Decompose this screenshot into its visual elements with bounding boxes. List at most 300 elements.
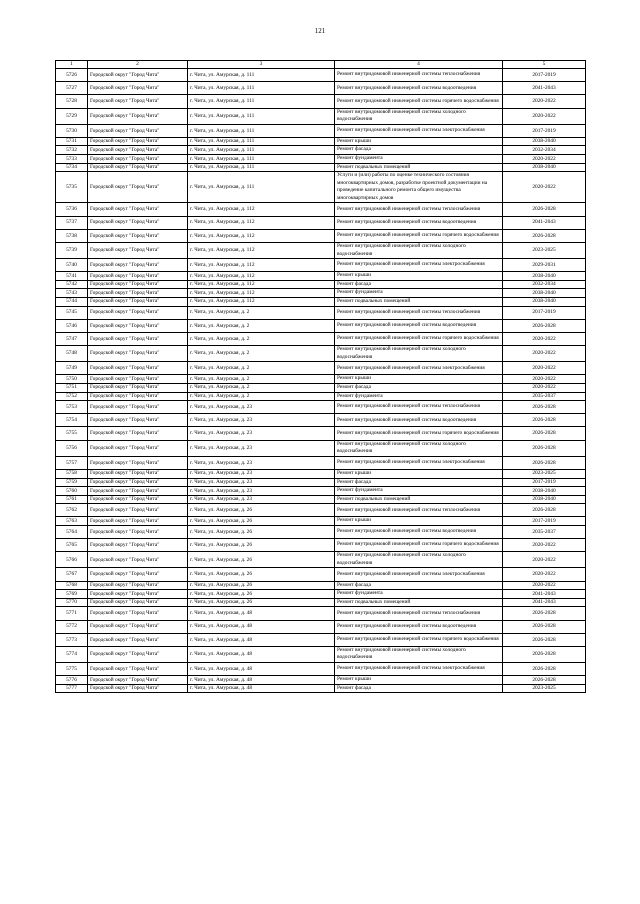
- cell-work-type: Ремонт подвальных помещений: [335, 495, 503, 504]
- cell-row-number: 5768: [56, 581, 88, 590]
- cell-work-type: Ремонт внутридомовой инженерной системы горячего водоснабжения: [335, 427, 503, 440]
- cell-period: 2017-2019: [503, 69, 586, 82]
- cell-period: 2035-2037: [503, 525, 586, 538]
- header-col-1: 1: [56, 61, 88, 69]
- cell-period: 2038-2040: [503, 272, 586, 281]
- cell-municipality: Городской округ "Город Чита": [88, 362, 188, 375]
- table-row: [56, 95, 586, 108]
- cell-period: 2041-2043: [503, 82, 586, 95]
- cell-period: 2026-2028: [503, 414, 586, 427]
- cell-address: г. Чита, ул. Амурская, д. 26: [188, 504, 335, 517]
- cell-work-type: Ремонт внутридомовой инженерной системы электроснабжения: [335, 456, 503, 469]
- cell-municipality: Городской округ "Город Чита": [88, 525, 188, 538]
- cell-work-type: Ремонт внутридомовой инженерной системы холодного водоснабжения: [335, 242, 503, 258]
- cell-work-type: Ремонт крыши: [335, 517, 503, 526]
- table-row: [56, 319, 586, 332]
- cell-work-type: Ремонт фасада: [335, 383, 503, 392]
- cell-row-number: 5751: [56, 383, 88, 392]
- cell-row-number: 5742: [56, 280, 88, 289]
- cell-period: 2026-2028: [503, 620, 586, 633]
- table-body: [56, 61, 586, 693]
- cell-period: 2020-2022: [503, 95, 586, 108]
- cell-work-type: Ремонт внутридомовой инженерной системы водоотведения: [335, 414, 503, 427]
- cell-row-number: 5746: [56, 319, 88, 332]
- capital-repair-table: [55, 60, 586, 693]
- cell-municipality: Городской округ "Город Чита": [88, 581, 188, 590]
- cell-municipality: Городской округ "Город Чита": [88, 478, 188, 487]
- table-row: [56, 495, 586, 504]
- cell-work-type: Ремонт фундамента: [335, 392, 503, 401]
- cell-period: 2041-2043: [503, 590, 586, 599]
- table-row: [56, 272, 586, 281]
- cell-municipality: Городской округ "Город Чита": [88, 124, 188, 137]
- table-row: [56, 297, 586, 306]
- cell-period: 2020-2022: [503, 539, 586, 552]
- table-row: [56, 456, 586, 469]
- cell-municipality: Городской округ "Город Чита": [88, 440, 188, 456]
- cell-work-type: Ремонт внутридомовой инженерной системы электроснабжения: [335, 259, 503, 272]
- cell-period: 2026-2028: [503, 607, 586, 620]
- table-row: [56, 146, 586, 155]
- cell-work-type: Ремонт внутридомовой инженерной системы водоотведения: [335, 216, 503, 229]
- header-col-4: 4: [335, 61, 503, 69]
- table-row: [56, 469, 586, 478]
- cell-work-type: Ремонт внутридомовой инженерной системы водоотведения: [335, 319, 503, 332]
- cell-row-number: 5755: [56, 427, 88, 440]
- cell-municipality: Городской округ "Город Чита": [88, 69, 188, 82]
- cell-address: г. Чита, ул. Амурская, д. 48: [188, 646, 335, 662]
- cell-address: г. Чита, ул. Амурская, д. 111: [188, 95, 335, 108]
- cell-period: 2026-2028: [503, 427, 586, 440]
- table-row: [56, 427, 586, 440]
- table-row: [56, 414, 586, 427]
- cell-row-number: 5767: [56, 568, 88, 581]
- cell-period: 2020-2022: [503, 346, 586, 362]
- cell-row-number: 5777: [56, 684, 88, 693]
- cell-period: 2041-2043: [503, 598, 586, 607]
- cell-work-type: Ремонт внутридомовой инженерной системы электроснабжения: [335, 124, 503, 137]
- cell-address: г. Чита, ул. Амурская, д. 48: [188, 607, 335, 620]
- cell-municipality: Городской округ "Город Чита": [88, 469, 188, 478]
- table-row: [56, 383, 586, 392]
- cell-period: 2026-2028: [503, 663, 586, 676]
- table-row: [56, 203, 586, 216]
- cell-work-type: Ремонт внутридомовой инженерной системы теплоснабжения: [335, 306, 503, 319]
- cell-row-number: 5765: [56, 539, 88, 552]
- cell-period: 2038-2040: [503, 495, 586, 504]
- cell-row-number: 5752: [56, 392, 88, 401]
- cell-row-number: 5741: [56, 272, 88, 281]
- cell-row-number: 5730: [56, 124, 88, 137]
- cell-period: 2026-2028: [503, 203, 586, 216]
- cell-municipality: Городской округ "Город Чита": [88, 332, 188, 345]
- table-row: [56, 229, 586, 242]
- cell-row-number: 5756: [56, 440, 88, 456]
- cell-address: г. Чита, ул. Амурская, д. 2: [188, 375, 335, 384]
- cell-address: г. Чита, ул. Амурская, д. 48: [188, 676, 335, 685]
- table-row: [56, 108, 586, 124]
- cell-work-type: Ремонт крыши: [335, 137, 503, 146]
- cell-work-type: Ремонт внутридомовой инженерной системы горячего водоснабжения: [335, 633, 503, 646]
- cell-municipality: Городской округ "Город Чита": [88, 280, 188, 289]
- cell-municipality: Городской округ "Город Чита": [88, 504, 188, 517]
- cell-municipality: Городской округ "Город Чита": [88, 95, 188, 108]
- cell-work-type: Ремонт внутридомовой инженерной системы холодного водоснабжения: [335, 646, 503, 662]
- cell-row-number: 5761: [56, 495, 88, 504]
- cell-municipality: Городской округ "Город Чита": [88, 259, 188, 272]
- cell-work-type: Ремонт фасада: [335, 280, 503, 289]
- table-row: [56, 684, 586, 693]
- cell-address: г. Чита, ул. Амурская, д. 26: [188, 581, 335, 590]
- table-row: [56, 401, 586, 414]
- cell-work-type: Ремонт фасада: [335, 581, 503, 590]
- cell-municipality: Городской округ "Город Чита": [88, 82, 188, 95]
- cell-row-number: 5754: [56, 414, 88, 427]
- cell-address: г. Чита, ул. Амурская, д. 26: [188, 568, 335, 581]
- cell-address: г. Чита, ул. Амурская, д. 111: [188, 172, 335, 203]
- cell-period: 2038-2040: [503, 297, 586, 306]
- cell-address: г. Чита, ул. Амурская, д. 26: [188, 525, 335, 538]
- cell-work-type: Ремонт внутридомовой инженерной системы горячего водоснабжения: [335, 332, 503, 345]
- table-row: [56, 581, 586, 590]
- cell-municipality: Городской округ "Город Чита": [88, 392, 188, 401]
- cell-period: 2038-2040: [503, 487, 586, 496]
- table-row: [56, 590, 586, 599]
- cell-municipality: Городской округ "Город Чита": [88, 633, 188, 646]
- cell-work-type: Ремонт внутридомовой инженерной системы электроснабжения: [335, 568, 503, 581]
- cell-period: 2026-2028: [503, 456, 586, 469]
- cell-row-number: 5776: [56, 676, 88, 685]
- cell-address: г. Чита, ул. Амурская, д. 23: [188, 487, 335, 496]
- cell-row-number: 5732: [56, 146, 88, 155]
- cell-row-number: 5772: [56, 620, 88, 633]
- cell-address: г. Чита, ул. Амурская, д. 26: [188, 598, 335, 607]
- cell-work-type: Ремонт внутридомовой инженерной системы горячего водоснабжения: [335, 539, 503, 552]
- cell-work-type: Ремонт фундамента: [335, 590, 503, 599]
- cell-municipality: Городской округ "Город Чита": [88, 539, 188, 552]
- cell-municipality: Городской округ "Город Чита": [88, 684, 188, 693]
- cell-address: г. Чита, ул. Амурская, д. 23: [188, 427, 335, 440]
- cell-address: г. Чита, ул. Амурская, д. 26: [188, 539, 335, 552]
- cell-address: г. Чита, ул. Амурская, д. 2: [188, 346, 335, 362]
- table-row: [56, 568, 586, 581]
- cell-address: г. Чита, ул. Амурская, д. 112: [188, 280, 335, 289]
- cell-period: 2020-2022: [503, 375, 586, 384]
- cell-municipality: Городской округ "Город Чита": [88, 375, 188, 384]
- cell-period: 2026-2028: [503, 633, 586, 646]
- cell-work-type: Ремонт внутридомовой инженерной системы горячего водоснабжения: [335, 95, 503, 108]
- cell-period: 2023-2025: [503, 242, 586, 258]
- cell-row-number: 5760: [56, 487, 88, 496]
- cell-row-number: 5753: [56, 401, 88, 414]
- cell-period: 2035-2037: [503, 392, 586, 401]
- cell-work-type: Ремонт внутридомовой инженерной системы холодного водоснабжения: [335, 108, 503, 124]
- cell-work-type: Ремонт крыши: [335, 272, 503, 281]
- cell-period: 2020-2022: [503, 332, 586, 345]
- cell-work-type: Ремонт фундамента: [335, 487, 503, 496]
- table-row: [56, 633, 586, 646]
- cell-address: г. Чита, ул. Амурская, д. 23: [188, 469, 335, 478]
- cell-period: 2038-2040: [503, 289, 586, 298]
- cell-row-number: 5740: [56, 259, 88, 272]
- cell-row-number: 5738: [56, 229, 88, 242]
- table-row: [56, 487, 586, 496]
- cell-municipality: Городской округ "Город Чита": [88, 676, 188, 685]
- cell-row-number: 5744: [56, 297, 88, 306]
- cell-period: 2038-2040: [503, 137, 586, 146]
- cell-row-number: 5739: [56, 242, 88, 258]
- cell-work-type: Ремонт подвальных помещений: [335, 598, 503, 607]
- cell-work-type: Ремонт подвальных помещений: [335, 163, 503, 172]
- cell-period: 2026-2028: [503, 401, 586, 414]
- cell-work-type: Ремонт внутридомовой инженерной системы электроснабжения: [335, 362, 503, 375]
- cell-period: 2020-2022: [503, 581, 586, 590]
- cell-row-number: 5771: [56, 607, 88, 620]
- table-row: [56, 216, 586, 229]
- cell-address: г. Чита, ул. Амурская, д. 26: [188, 517, 335, 526]
- cell-row-number: 5759: [56, 478, 88, 487]
- cell-row-number: 5733: [56, 155, 88, 164]
- cell-work-type: Ремонт внутридомовой инженерной системы водоотведения: [335, 82, 503, 95]
- cell-work-type: Ремонт крыши: [335, 469, 503, 478]
- cell-address: г. Чита, ул. Амурская, д. 112: [188, 289, 335, 298]
- cell-work-type: Ремонт внутридомовой инженерной системы водоотведения: [335, 620, 503, 633]
- cell-municipality: Городской округ "Город Чита": [88, 456, 188, 469]
- cell-municipality: Городской округ "Город Чита": [88, 646, 188, 662]
- cell-period: 2041-2043: [503, 216, 586, 229]
- cell-municipality: Городской округ "Город Чита": [88, 137, 188, 146]
- table-row: [56, 620, 586, 633]
- cell-row-number: 5749: [56, 362, 88, 375]
- cell-address: г. Чита, ул. Амурская, д. 23: [188, 401, 335, 414]
- cell-municipality: Городской округ "Город Чита": [88, 216, 188, 229]
- cell-row-number: 5763: [56, 517, 88, 526]
- table-row: [56, 517, 586, 526]
- table-row: [56, 607, 586, 620]
- cell-row-number: 5766: [56, 552, 88, 568]
- cell-address: г. Чита, ул. Амурская, д. 112: [188, 259, 335, 272]
- cell-address: г. Чита, ул. Амурская, д. 26: [188, 590, 335, 599]
- cell-address: г. Чита, ул. Амурская, д. 23: [188, 414, 335, 427]
- cell-address: г. Чита, ул. Амурская, д. 2: [188, 383, 335, 392]
- cell-municipality: Городской округ "Город Чита": [88, 568, 188, 581]
- cell-period: 2026-2028: [503, 319, 586, 332]
- cell-work-type: Ремонт крыши: [335, 375, 503, 384]
- table-row: [56, 504, 586, 517]
- table-row: [56, 362, 586, 375]
- cell-municipality: Городской округ "Город Чита": [88, 242, 188, 258]
- cell-municipality: Городской округ "Город Чита": [88, 297, 188, 306]
- header-col-5: 5: [503, 61, 586, 69]
- cell-municipality: Городской округ "Город Чита": [88, 663, 188, 676]
- table-row: [56, 82, 586, 95]
- table-row: [56, 124, 586, 137]
- cell-municipality: Городской округ "Город Чита": [88, 108, 188, 124]
- cell-row-number: 5747: [56, 332, 88, 345]
- cell-address: г. Чита, ул. Амурская, д. 23: [188, 456, 335, 469]
- cell-municipality: Городской округ "Город Чита": [88, 495, 188, 504]
- cell-period: 2026-2028: [503, 646, 586, 662]
- cell-address: г. Чита, ул. Амурская, д. 111: [188, 163, 335, 172]
- cell-municipality: Городской округ "Город Чита": [88, 607, 188, 620]
- cell-municipality: Городской округ "Город Чита": [88, 163, 188, 172]
- table-row: [56, 663, 586, 676]
- cell-address: г. Чита, ул. Амурская, д. 48: [188, 663, 335, 676]
- cell-address: г. Чита, ул. Амурская, д. 23: [188, 478, 335, 487]
- cell-work-type: Ремонт внутридомовой инженерной системы холодного водоснабжения: [335, 552, 503, 568]
- cell-address: г. Чита, ул. Амурская, д. 111: [188, 155, 335, 164]
- cell-municipality: Городской округ "Город Чита": [88, 289, 188, 298]
- cell-work-type: Ремонт фасада: [335, 146, 503, 155]
- table-row: [56, 280, 586, 289]
- cell-address: г. Чита, ул. Амурская, д. 112: [188, 203, 335, 216]
- cell-address: г. Чита, ул. Амурская, д. 111: [188, 69, 335, 82]
- cell-address: г. Чита, ул. Амурская, д. 111: [188, 108, 335, 124]
- table-row: [56, 332, 586, 345]
- cell-period: 2023-2025: [503, 684, 586, 693]
- cell-address: г. Чита, ул. Амурская, д. 2: [188, 319, 335, 332]
- cell-work-type: Ремонт внутридомовой инженерной системы теплоснабжения: [335, 504, 503, 517]
- page-number: 121: [314, 27, 326, 35]
- cell-work-type: Ремонт фасада: [335, 684, 503, 693]
- table-row: [56, 552, 586, 568]
- table-row: [56, 163, 586, 172]
- cell-period: 2026-2028: [503, 229, 586, 242]
- cell-address: г. Чита, ул. Амурская, д. 112: [188, 216, 335, 229]
- cell-work-type: Ремонт крыши: [335, 676, 503, 685]
- table-row: [56, 525, 586, 538]
- cell-municipality: Городской округ "Город Чита": [88, 552, 188, 568]
- cell-row-number: 5750: [56, 375, 88, 384]
- cell-address: г. Чита, ул. Амурская, д. 2: [188, 362, 335, 375]
- table-row: [56, 646, 586, 662]
- cell-work-type: Услуги и (или) работы по оценке технического состояния многоквартирных домов, разработке проектной документации на проведение капитального ремонта общего имущества многоквартирных домов: [335, 172, 503, 203]
- table-row: [56, 137, 586, 146]
- cell-period: 2017-2019: [503, 478, 586, 487]
- cell-row-number: 5762: [56, 504, 88, 517]
- cell-address: г. Чита, ул. Амурская, д. 48: [188, 684, 335, 693]
- cell-municipality: Городской округ "Город Чита": [88, 346, 188, 362]
- cell-municipality: Городской округ "Город Чита": [88, 272, 188, 281]
- cell-period: 2017-2019: [503, 306, 586, 319]
- cell-row-number: 5769: [56, 590, 88, 599]
- cell-address: г. Чита, ул. Амурская, д. 23: [188, 495, 335, 504]
- cell-address: г. Чита, ул. Амурская, д. 2: [188, 306, 335, 319]
- cell-municipality: Городской округ "Город Чита": [88, 306, 188, 319]
- cell-work-type: Ремонт фундамента: [335, 289, 503, 298]
- cell-row-number: 5758: [56, 469, 88, 478]
- cell-address: г. Чита, ул. Амурская, д. 111: [188, 137, 335, 146]
- table-row: [56, 440, 586, 456]
- cell-work-type: Ремонт внутридомовой инженерной системы водоотведения: [335, 525, 503, 538]
- cell-municipality: Городской округ "Город Чита": [88, 319, 188, 332]
- cell-period: 2023-2025: [503, 469, 586, 478]
- cell-work-type: Ремонт внутридомовой инженерной системы электроснабжения: [335, 663, 503, 676]
- table-row: [56, 676, 586, 685]
- cell-row-number: 5731: [56, 137, 88, 146]
- table-row: [56, 172, 586, 203]
- table-row: [56, 346, 586, 362]
- cell-period: 2026-2028: [503, 440, 586, 456]
- cell-address: г. Чита, ул. Амурская, д. 112: [188, 272, 335, 281]
- cell-period: 2017-2019: [503, 124, 586, 137]
- cell-period: 2020-2022: [503, 383, 586, 392]
- cell-row-number: 5748: [56, 346, 88, 362]
- cell-work-type: Ремонт фундамента: [335, 155, 503, 164]
- cell-row-number: 5734: [56, 163, 88, 172]
- cell-work-type: Ремонт фасада: [335, 478, 503, 487]
- table-row: [56, 392, 586, 401]
- cell-row-number: 5728: [56, 95, 88, 108]
- cell-work-type: Ремонт внутридомовой инженерной системы теплоснабжения: [335, 69, 503, 82]
- cell-municipality: Городской округ "Город Чита": [88, 414, 188, 427]
- cell-address: г. Чита, ул. Амурская, д. 2: [188, 392, 335, 401]
- cell-municipality: Городской округ "Город Чита": [88, 229, 188, 242]
- cell-address: г. Чита, ул. Амурская, д. 23: [188, 440, 335, 456]
- cell-period: 2020-2022: [503, 362, 586, 375]
- table-row: [56, 155, 586, 164]
- header-col-2: 2: [88, 61, 188, 69]
- cell-municipality: Городской округ "Город Чита": [88, 155, 188, 164]
- cell-period: 2020-2022: [503, 155, 586, 164]
- cell-municipality: Городской округ "Город Чита": [88, 401, 188, 414]
- cell-row-number: 5774: [56, 646, 88, 662]
- cell-period: 2020-2022: [503, 568, 586, 581]
- cell-municipality: Городской округ "Город Чита": [88, 487, 188, 496]
- cell-period: 2026-2028: [503, 676, 586, 685]
- cell-period: 2020-2022: [503, 108, 586, 124]
- cell-row-number: 5764: [56, 525, 88, 538]
- cell-row-number: 5736: [56, 203, 88, 216]
- cell-municipality: Городской округ "Город Чита": [88, 598, 188, 607]
- cell-municipality: Городской округ "Город Чита": [88, 517, 188, 526]
- header-row: [56, 61, 586, 69]
- cell-period: 2017-2019: [503, 517, 586, 526]
- cell-row-number: 5726: [56, 69, 88, 82]
- cell-municipality: Городской округ "Город Чита": [88, 383, 188, 392]
- header-col-3: 3: [188, 61, 335, 69]
- cell-work-type: Ремонт внутридомовой инженерной системы теплоснабжения: [335, 607, 503, 620]
- cell-municipality: Городской округ "Город Чита": [88, 427, 188, 440]
- cell-work-type: Ремонт внутридомовой инженерной системы теплоснабжения: [335, 401, 503, 414]
- cell-address: г. Чита, ул. Амурская, д. 112: [188, 229, 335, 242]
- cell-row-number: 5743: [56, 289, 88, 298]
- cell-municipality: Городской округ "Город Чита": [88, 620, 188, 633]
- cell-period: 2032-2034: [503, 146, 586, 155]
- table-row: [56, 69, 586, 82]
- cell-period: 2020-2022: [503, 172, 586, 203]
- cell-work-type: Ремонт подвальных помещений: [335, 297, 503, 306]
- table-row: [56, 478, 586, 487]
- cell-address: г. Чита, ул. Амурская, д. 112: [188, 297, 335, 306]
- cell-period: 2029-2031: [503, 259, 586, 272]
- cell-work-type: Ремонт внутридомовой инженерной системы холодного водоснабжения: [335, 346, 503, 362]
- cell-address: г. Чита, ул. Амурская, д. 112: [188, 242, 335, 258]
- cell-work-type: Ремонт внутридомовой инженерной системы холодного водоснабжения: [335, 440, 503, 456]
- table-row: [56, 375, 586, 384]
- cell-work-type: Ремонт внутридомовой инженерной системы теплоснабжения: [335, 203, 503, 216]
- cell-period: 2032-2034: [503, 280, 586, 289]
- table-row: [56, 242, 586, 258]
- table-row: [56, 289, 586, 298]
- cell-municipality: Городской округ "Город Чита": [88, 172, 188, 203]
- cell-address: г. Чита, ул. Амурская, д. 48: [188, 633, 335, 646]
- cell-municipality: Городской округ "Город Чита": [88, 203, 188, 216]
- table-row: [56, 598, 586, 607]
- cell-row-number: 5757: [56, 456, 88, 469]
- cell-municipality: Городской округ "Город Чита": [88, 146, 188, 155]
- cell-address: г. Чита, ул. Амурская, д. 111: [188, 124, 335, 137]
